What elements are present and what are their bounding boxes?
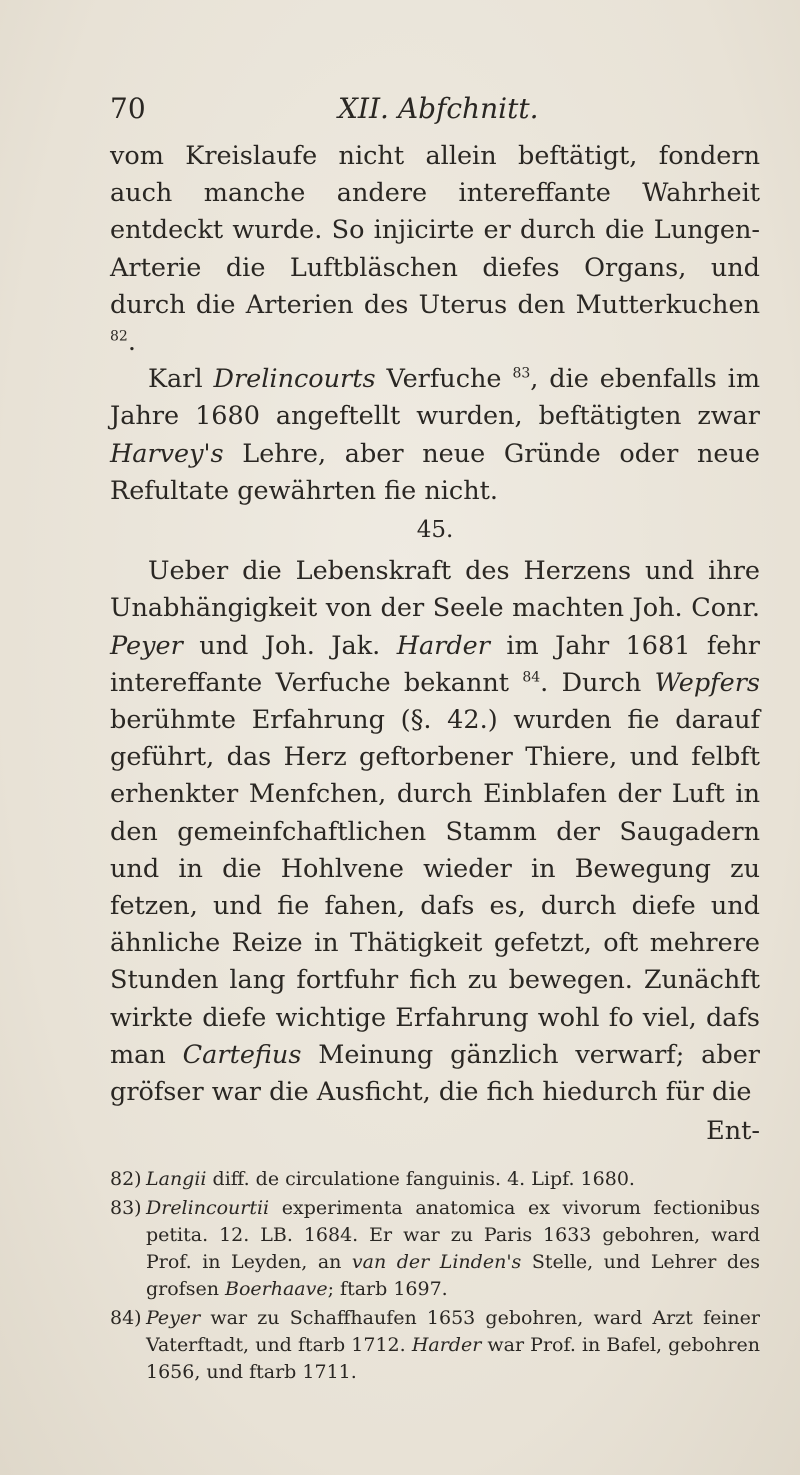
footnote-mark: 82) xyxy=(110,1168,142,1190)
name-harvey: Harvey's xyxy=(110,438,224,469)
footnote-ref-82: 82 xyxy=(110,328,128,345)
footnote-mark: 83) xyxy=(110,1197,142,1219)
footnote-82: 82) Langii diff. de circulatione fanguinis. 4. Lipf. 1680. xyxy=(110,1166,760,1193)
name-harder: Harder xyxy=(396,630,490,661)
catchword: Ent- xyxy=(706,1116,760,1147)
section-number: 45. xyxy=(416,517,454,544)
name-drelincourt: Drelincourts xyxy=(213,364,376,395)
footnote-ref-83: 83 xyxy=(512,365,531,382)
footnote-mark: 84) xyxy=(110,1307,142,1329)
footnote-ref-84: 84 xyxy=(522,669,541,686)
paragraph-1: vom Kreislaufe nicht allein beftätigt, fondern auch manche andere intereffante Wahrheit entdeckt wurde. So injicirte er durch die Lungen-Arterie die Luftbläschen diefes Organs, und durch die Arterien des Uterus den Mutterkuchen $^{82}$. xyxy=(110,141,760,358)
footnotes xyxy=(110,1166,760,1388)
footnote-84: 84) Peyer war zu Schaffhaufen 1653 gebohren, ward Arzt feiner Vaterftadt, und ftarb 1712. Harder war Prof. in Bafel, gebohren 1656, und ftarb 1711. xyxy=(110,1305,760,1386)
paragraph-2: Karl Drelincourts Verfuche $^{83}$, die ebenfalls im Jahre 1680 angeftellt wurden, beftätigten zwar Harvey's Lehre, aber neue Gründe oder neue Refultate gewährten fie nicht. xyxy=(110,364,760,506)
running-head: XII. Abfchnitt. xyxy=(338,92,539,125)
main-text xyxy=(110,138,760,1150)
name-wepfer: Wepfers xyxy=(654,667,760,698)
name-cartesius: Cartefius xyxy=(182,1039,302,1070)
paragraph-3: Ueber die Lebenskraft des Herzens und ihre Unabhängigkeit von der Seele machten Joh. Conr. Peyer und Joh. Jak. Harder im Jahr 1681 fehr intereffante Verfuche bekannt $^{84}$. Durch Wepfers berühmte Erfahrung (§. 42.) wurden fie darauf geführt, das Herz geftorbener Thiere, und felbft erhenkter Menfchen, durch Einblafen der Luft in den gemeinfchaftlichen Stamm der Saugadern und in die Hohlvene wieder in Bewegung zu fetzen, und fie fahen, dafs es, durch diefe und ähnliche Reize in Thätigkeit gefetzt, oft mehrere Stunden lang fortfuhr fich zu bewegen. Zunächft wirkte diefe wichtige Erfahrung wohl fo viel, dafs man Cartefius Meinung gänzlich verwarf; aber gröfser war die Ausficht, die fich hiedurch für die xyxy=(110,556,760,1108)
page-header xyxy=(110,92,710,132)
footnote-83: 83) Drelincourtii experimenta anatomica ex vivorum fectionibus petita. 12. LB. 1684. Er war zu Paris 1633 gebohren, ward Prof. in Leyden, an van der Linden's Stelle, und Lehrer des grofsen Boerhaave; ftarb 1697. xyxy=(110,1195,760,1303)
name-peyer: Peyer xyxy=(110,630,183,661)
page-number: 70 xyxy=(110,92,146,125)
